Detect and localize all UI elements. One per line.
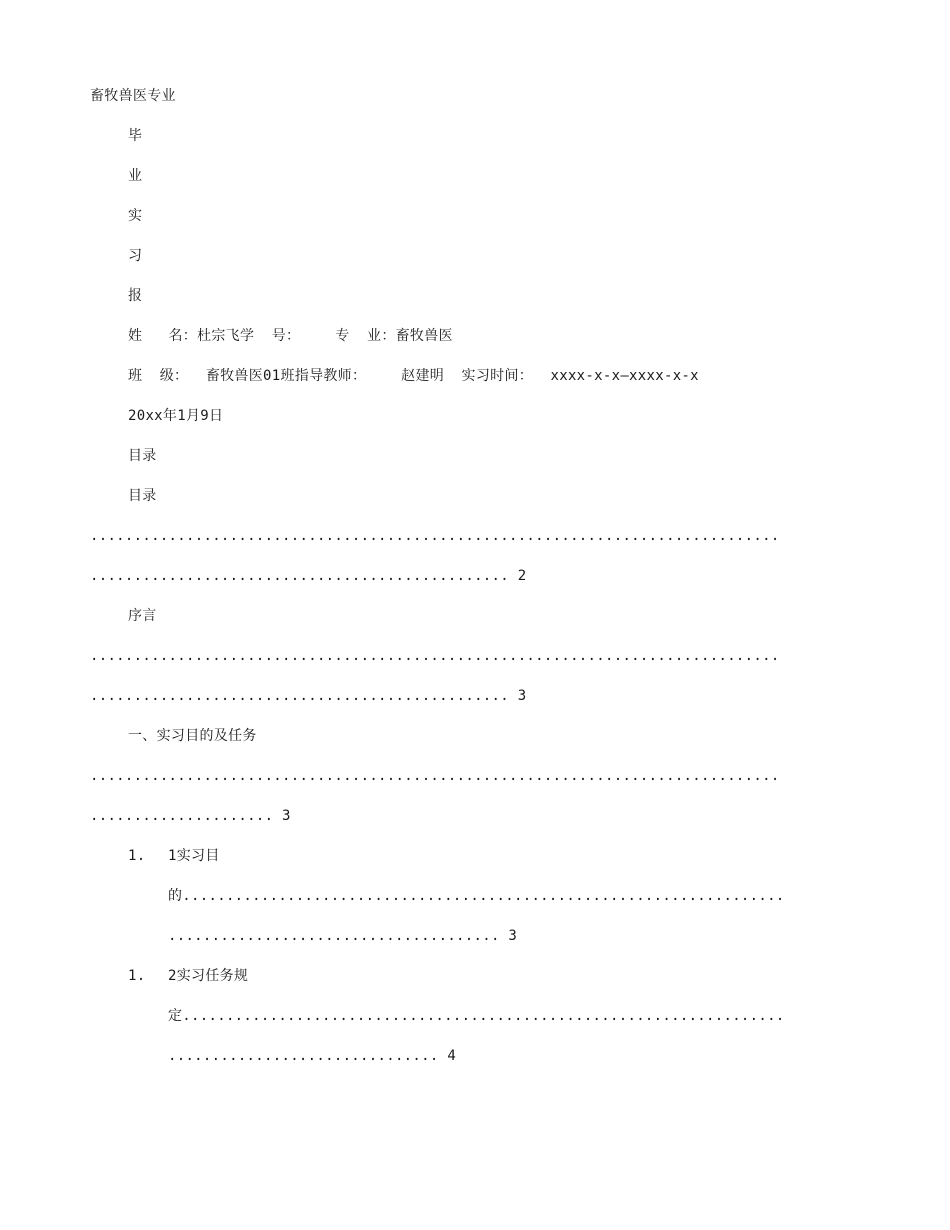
toc-leader: ...............................................................................: [90, 768, 780, 784]
toc-leader: 定.....................................................................: [168, 1008, 785, 1024]
title-char-5: 报: [128, 288, 143, 304]
title-char-4: 习: [128, 248, 143, 264]
student-info-line: 姓 名：杜宗飞学 号： 专 业：畜牧兽医: [128, 328, 453, 344]
toc-entry-label: 1实习目: [168, 848, 220, 864]
toc-entry-number: 1.: [128, 968, 146, 984]
toc-leader-page: ............................... 4: [168, 1048, 457, 1064]
toc-leader-page: ................................................ 3: [90, 688, 527, 704]
major-header: 畜牧兽医专业: [90, 88, 176, 104]
report-date: 20xx年1月9日: [128, 408, 224, 424]
toc-leader-page: ...................................... 3: [168, 928, 518, 944]
toc-leader-page: ..................... 3: [90, 808, 291, 824]
toc-leader: ...............................................................................: [90, 528, 780, 544]
title-char-3: 实: [128, 208, 143, 224]
toc-entry-label: 2实习任务规: [168, 968, 249, 984]
toc-entry-label: 目录: [128, 488, 157, 504]
toc-heading: 目录: [128, 448, 157, 464]
title-char-1: 毕: [128, 128, 143, 144]
toc-entry-label: 序言: [128, 608, 157, 624]
class-info-line: 班 级： 畜牧兽医01班指导教师： 赵建明 实习时间： xxxx-x-x—xxxx-x-x: [128, 368, 699, 384]
toc-entry-label: 一、实习目的及任务: [128, 728, 257, 744]
toc-leader-page: ................................................ 2: [90, 568, 527, 584]
toc-entry-number: 1.: [128, 848, 146, 864]
toc-leader: 的.....................................................................: [168, 888, 785, 904]
toc-leader: ...............................................................................: [90, 648, 780, 664]
title-char-2: 业: [128, 168, 143, 184]
